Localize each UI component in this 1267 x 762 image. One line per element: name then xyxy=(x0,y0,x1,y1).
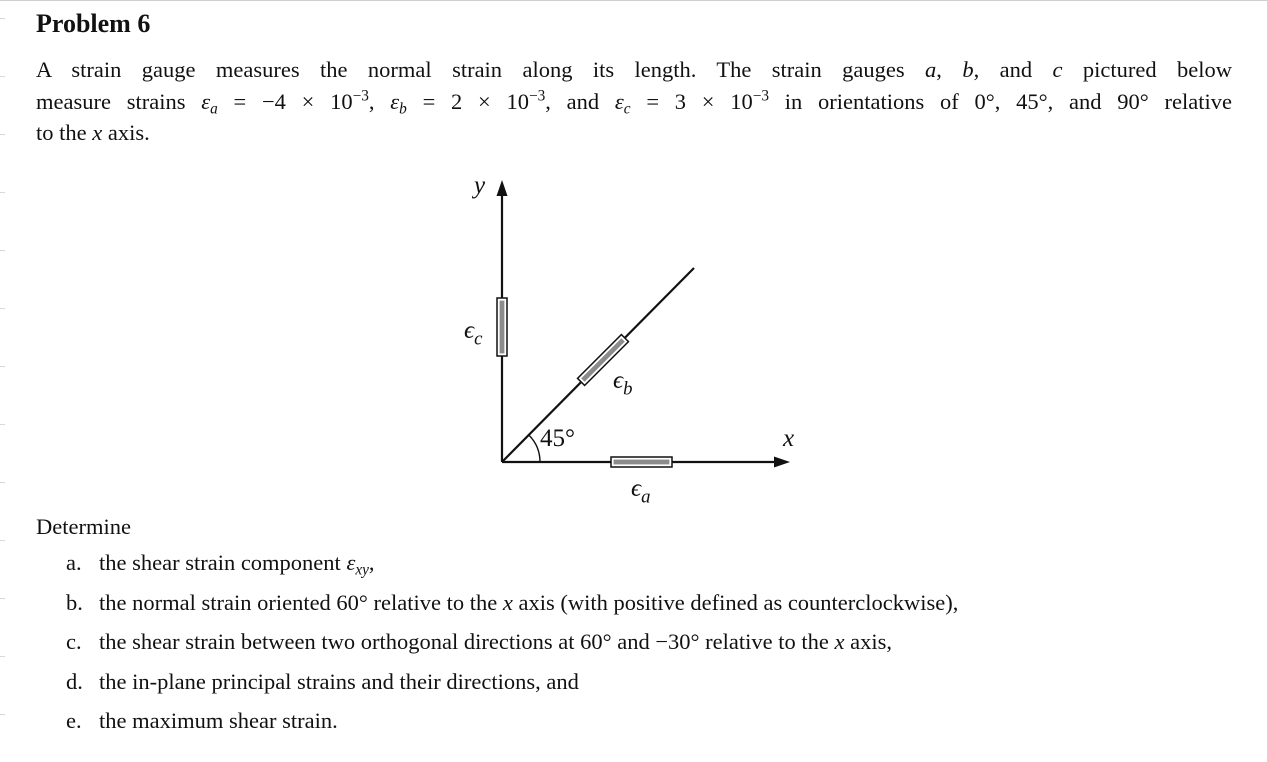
angle-arc-45 xyxy=(529,435,540,462)
angle-label: 45° xyxy=(540,425,575,452)
statement-line-1: A strain gauge measures the normal strain along its length. The strain gauges a, b, and c pictured below xyxy=(36,57,1232,82)
determine-heading: Determine xyxy=(36,514,131,539)
gauge-c-fill xyxy=(500,301,505,354)
question-item-d: d. the in-plane principal strains and their directions, and xyxy=(66,668,579,694)
statement-line-3: to the x axis. xyxy=(36,120,150,145)
y-axis-arrowhead xyxy=(497,180,508,196)
x-axis-label: x xyxy=(783,425,795,452)
x-axis-arrowhead xyxy=(774,457,790,468)
page-margin-ticks xyxy=(0,0,6,762)
statement-line-2: measure strains $\varepsilon_a = -4 \times 10^{-3}$, $\varepsilon_b = 2 \times 10^{-3}$, and $\varepsilon_c = 3 \times 10^{-3}$ in orientations of 0°, 45°, and 90° relative xyxy=(36,87,1232,117)
question-item-b: b. the normal strain oriented 60° relative to the x axis (with positive defined as counterclockwise), xyxy=(66,589,959,615)
y-axis-label: y xyxy=(474,172,486,199)
top-rule xyxy=(0,0,1267,1)
gauge-a-fill xyxy=(614,460,670,465)
question-item-e: e. the maximum shear strain. xyxy=(66,708,338,733)
problem-statement xyxy=(36,54,1232,149)
gauge-a-label: $\epsilon_a$ xyxy=(631,475,651,508)
question-item-c: c. the shear strain between two orthogonal directions at 60° and −30° relative to the x axis, xyxy=(66,629,892,654)
problem-title: Problem 6 xyxy=(36,9,151,38)
gauge-b-label: $\epsilon_b$ xyxy=(613,367,633,400)
question-item-a: a. the shear strain component $\varepsilon_{xy}$, xyxy=(66,550,375,579)
figure-drawing xyxy=(440,170,820,515)
gauge-c-label: $\epsilon_c$ xyxy=(464,317,483,350)
strain-gauge-figure xyxy=(440,170,820,515)
question-list xyxy=(66,549,958,747)
